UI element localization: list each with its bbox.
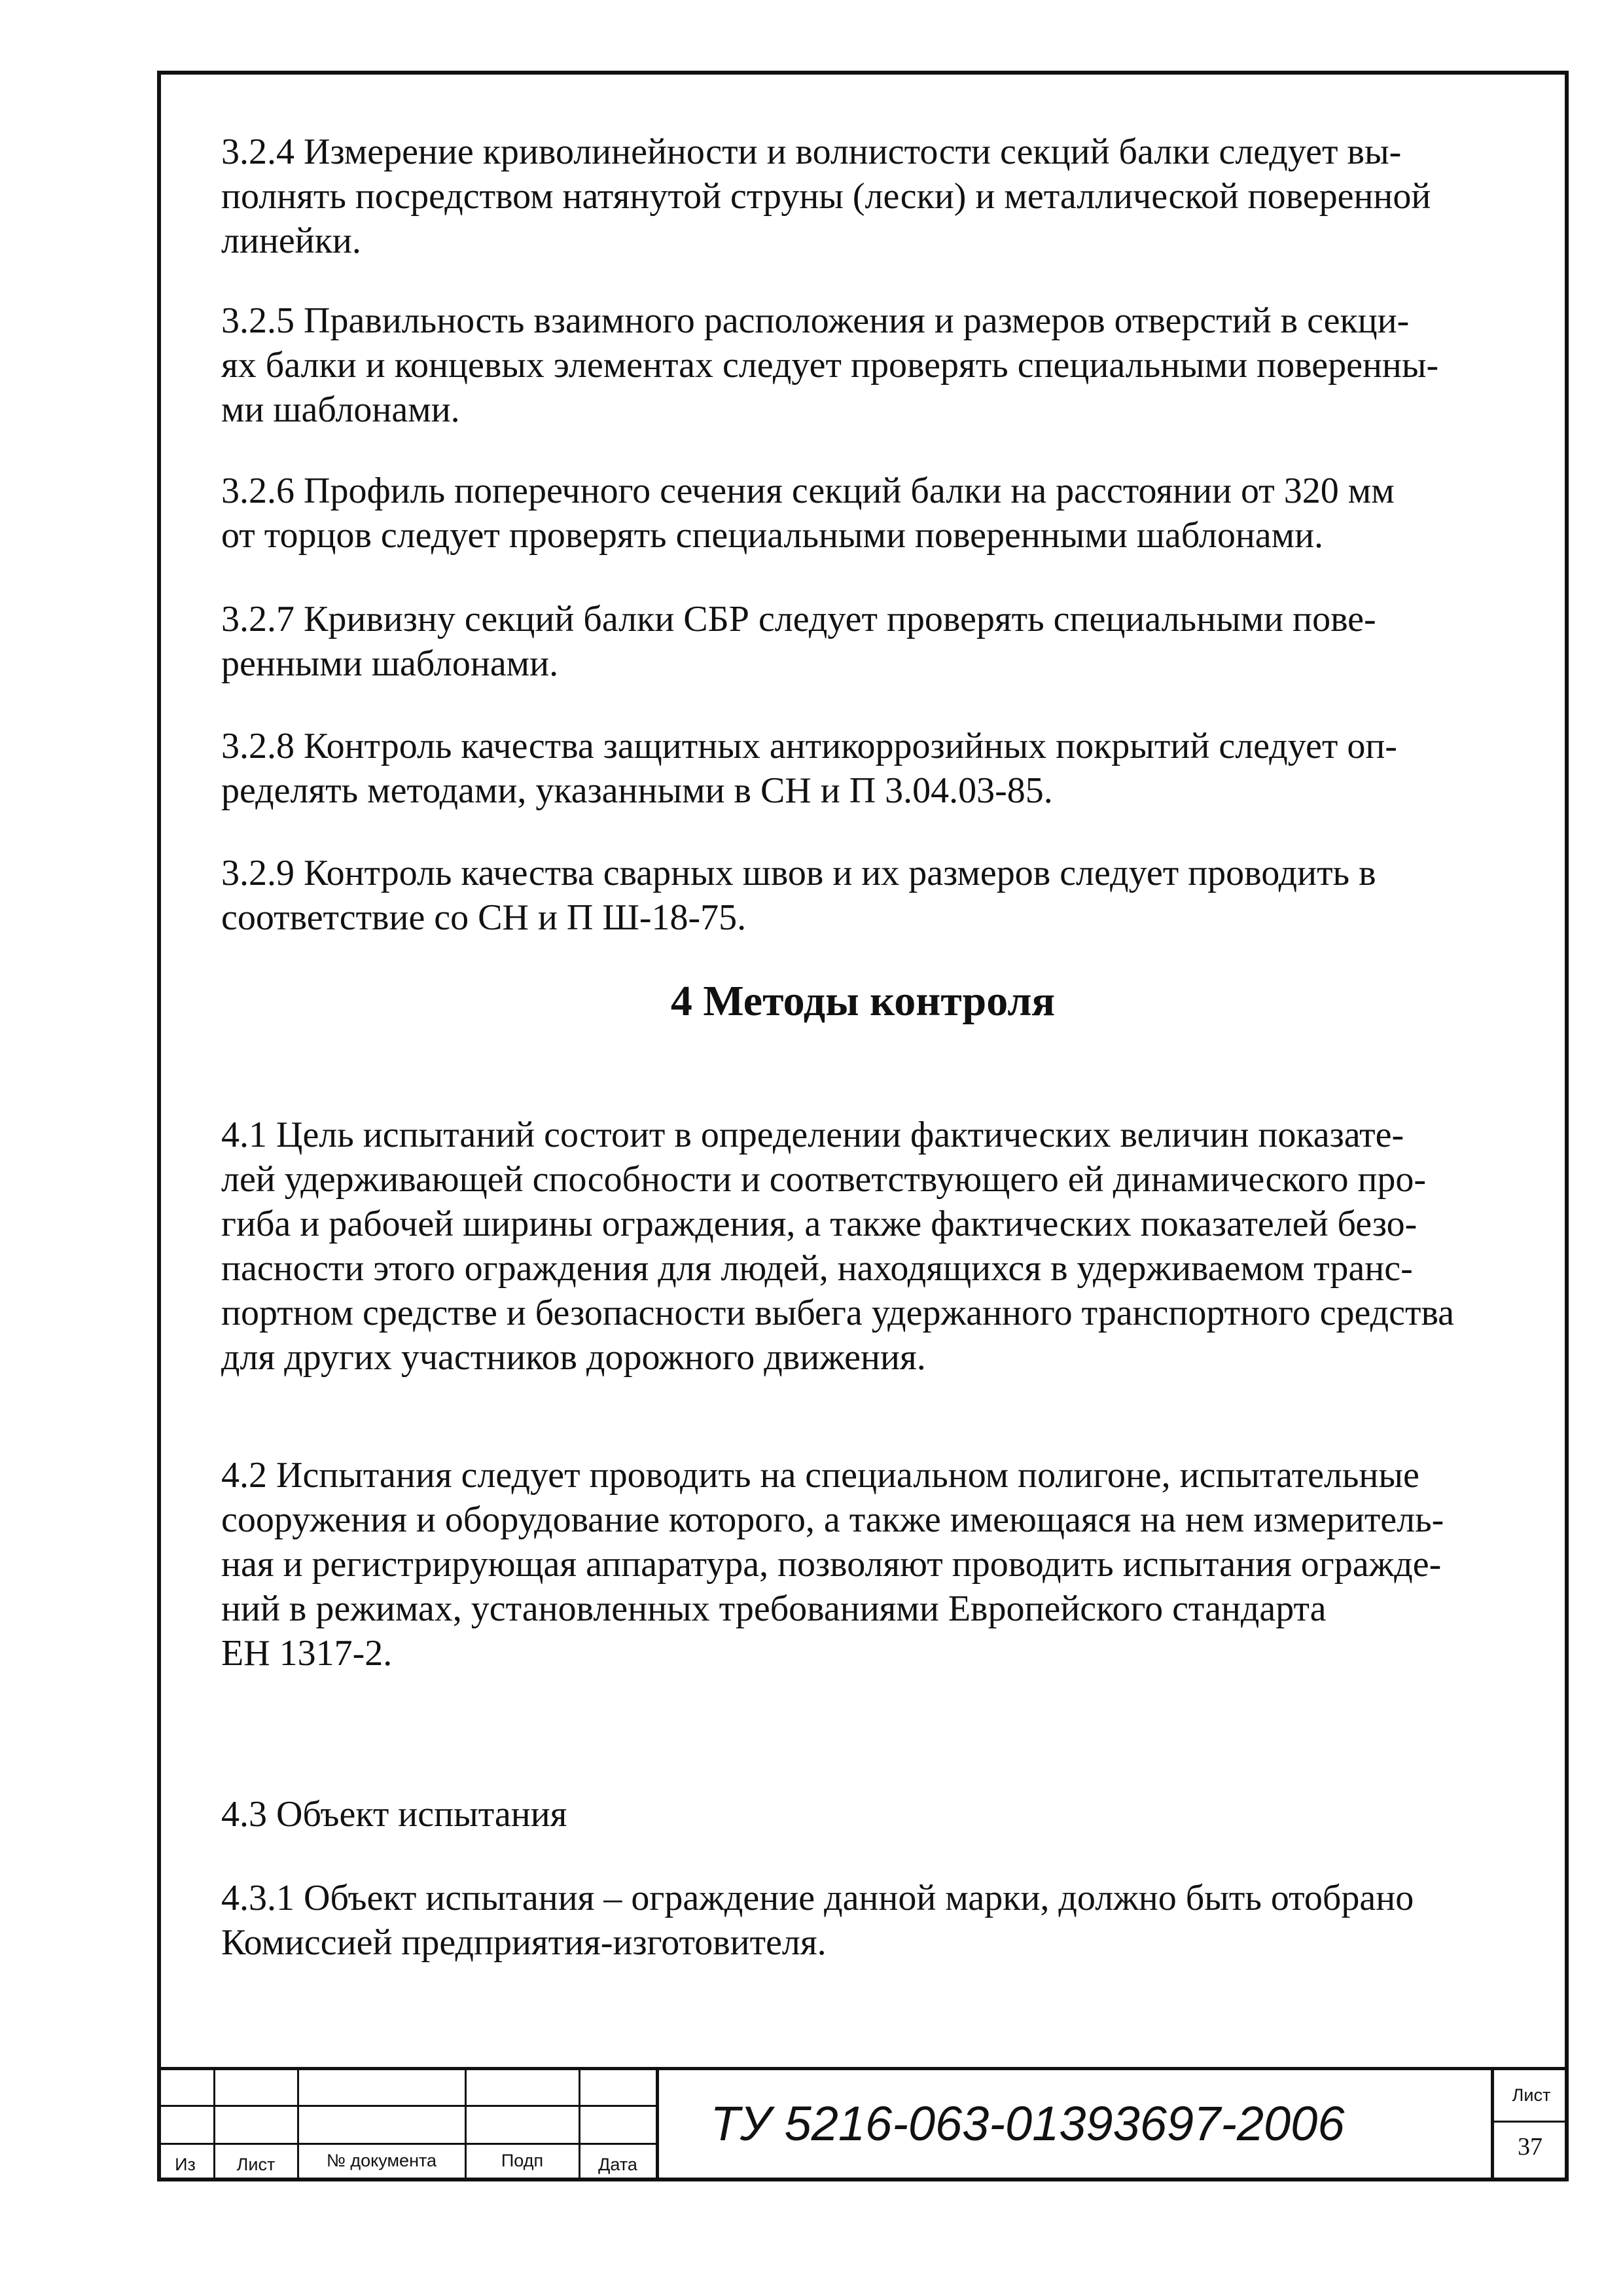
paragraph-3-2-5: 3.2.5 Правильность взаимного расположения и размеров отверстий в секци- ях балки и концевых элементах следует проверять специальными поверенны- ми шаблонами. bbox=[221, 300, 1439, 430]
paragraph-4-2: 4.2 Испытания следует проводить на специальном полигоне, испытательные сооружения и оборудование которого, а также имеющаяся на нем измеритель- ная и регистрирующая аппаратура, позволяют проводить испытания огражде- ний в режимах, установленных требованиями Европейского стандарта ЕН 1317-2. bbox=[221, 1455, 1444, 1674]
stamp-col-iz: Из bbox=[175, 2155, 196, 2174]
paragraph-4-3: 4.3 Объект испытания bbox=[221, 1794, 567, 1835]
section-heading: 4 Методы контроля bbox=[670, 977, 1056, 1025]
stamp-col-list: Лист bbox=[236, 2155, 276, 2174]
document-code: ТУ 5216-063-01393697-2006 bbox=[710, 2096, 1345, 2151]
paragraph-4-3-1: 4.3.1 Объект испытания – ограждение данной марки, должно быть отобрано Комиссией предприятия-изготовителя. bbox=[221, 1878, 1414, 1963]
paragraph-4-1: 4.1 Цель испытаний состоит в определении фактических величин показате- лей удерживающей способности и соответствующего ей динамического про- гиба и рабочей ширины ограждения, а также фактических показателей безо- пасности этого ограждения для людей, находящихся в удерживаемом транс- портном средстве и безопасности выбега удержанного транспортного средства для других участников дорожного движения. bbox=[221, 1115, 1455, 1378]
paragraph-3-2-7: 3.2.7 Кривизну секций балки СБР следует проверять специальными пове- ренными шаблонами. bbox=[221, 599, 1376, 684]
paragraph-3-2-6: 3.2.6 Профиль поперечного сечения секций балки на расстоянии от 320 мм от торцов следует проверять специальными поверенными шаблонами. bbox=[221, 471, 1395, 556]
sheet-label: Лист bbox=[1512, 2085, 1551, 2105]
paragraph-3-2-9: 3.2.9 Контроль качества сварных швов и их размеров следует проводить в соответствие со СН и П Ш-18-75. bbox=[221, 853, 1376, 938]
paragraph-3-2-4: 3.2.4 Измерение криволинейности и волнистости секций балки следует вы- полнять посредством натянутой струны (лески) и металлической поверенной линейки. bbox=[221, 132, 1431, 261]
title-block bbox=[157, 2067, 1569, 2181]
paragraph-3-2-8: 3.2.8 Контроль качества защитных антикоррозийных покрытий следует оп- ределять методами, указанными в СН и П 3.04.03-85. bbox=[221, 726, 1397, 811]
sheet-number: 37 bbox=[1518, 2133, 1543, 2161]
stamp-col-podp: Подп bbox=[501, 2151, 544, 2170]
stamp-col-data: Дата bbox=[598, 2155, 637, 2174]
stamp-col-document: № документа bbox=[326, 2151, 437, 2170]
